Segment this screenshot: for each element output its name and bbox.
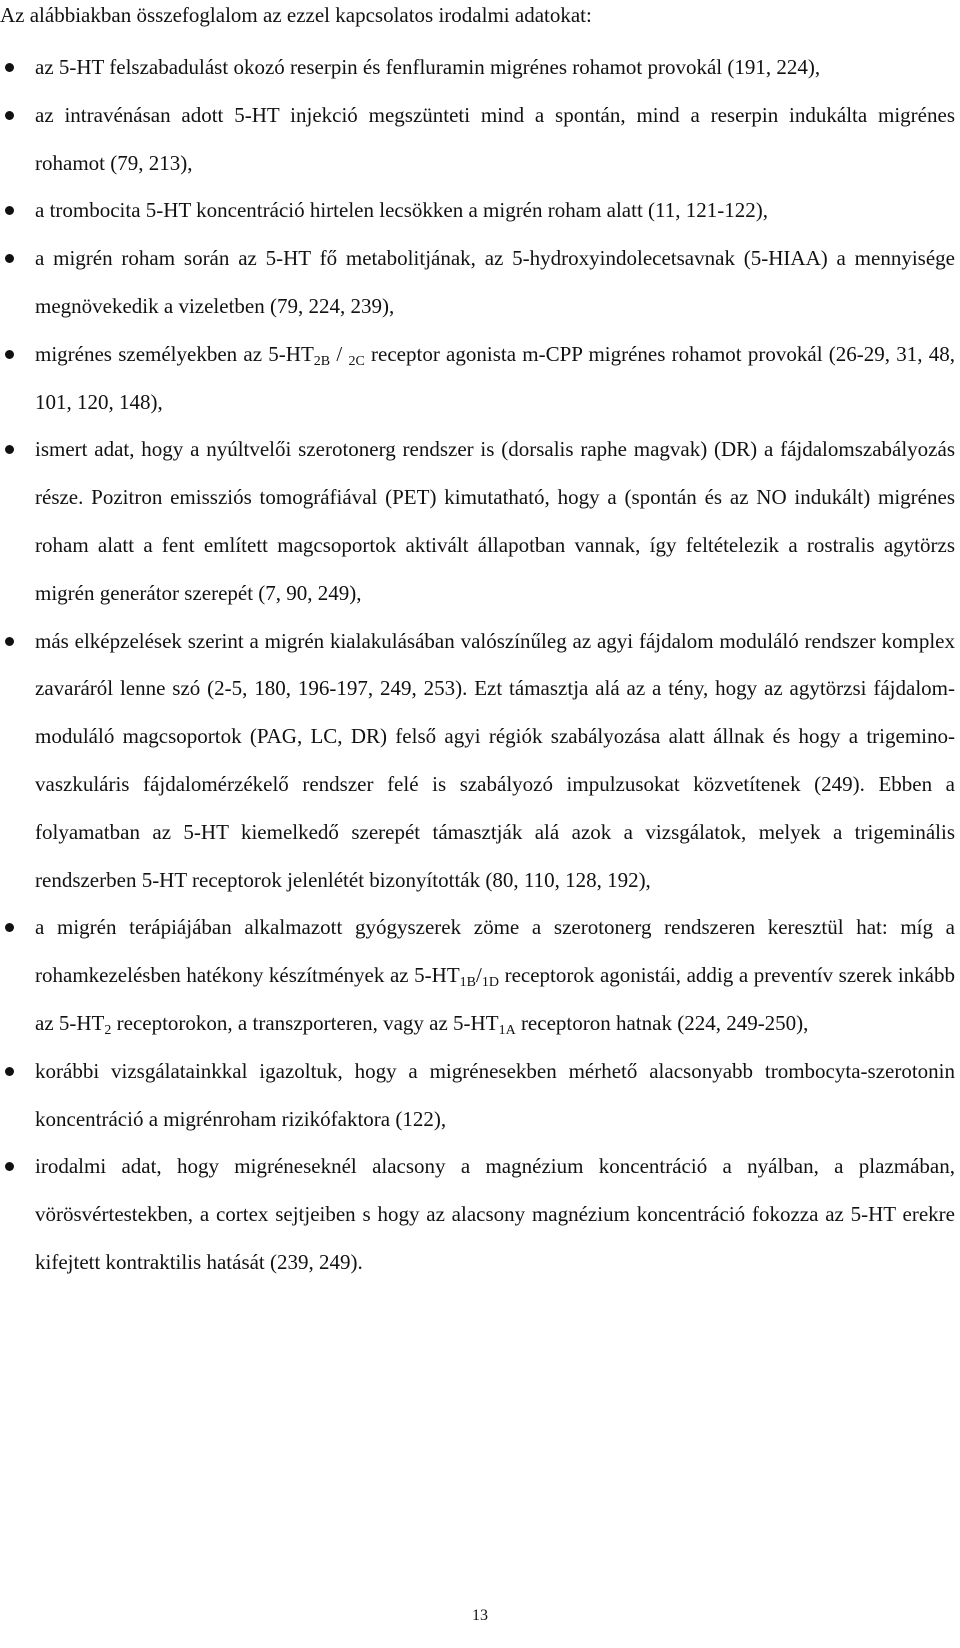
subscript: 1D: [481, 975, 499, 991]
item-text-before: migrénes személyekben az 5-HT: [35, 341, 314, 366]
bullet-icon: [5, 637, 14, 646]
item-text: ismert adat, hogy a nyúltvelői szerotonerg rendszer is (dorsalis raphe magvak) (DR) a fájdalomszabályozás része. Pozitron emissziós tomográfiával (PET) kimutatható, hogy a (spontán és az NO indukált) migrénes roham alatt a fent említett magcsoportok aktivált állapotban vannak, így feltételezik a rostralis agytörzs migrén generátor szerepét (7, 90, 249),: [35, 437, 955, 605]
item-text: a trombocita 5-HT koncentráció hirtelen lecsökken a migrén roham alatt (11, 121-122),: [35, 198, 769, 223]
item-text-part2: receptorok agonistái, addig a preventív szerek inkább az 5-HT: [35, 963, 955, 1035]
item-text: irodalmi adat, hogy migréneseknél alacsony a magnézium koncentráció a nyálban, a plazmában, vörösvértestekben, a cortex sejtjeiben s hogy az alacsony magnézium koncentráció fokozza az 5-HT erekre kifejtett kontraktilis hatását (239, 249).: [35, 1154, 955, 1274]
item-text: az 5-HT felszabadulást okozó reserpin és fenfluramin migrénes rohamot provokál (191, 224),: [35, 55, 821, 79]
bullet-icon: [5, 63, 14, 72]
subscript: 2C: [348, 353, 365, 369]
page-number: 13: [472, 1607, 488, 1624]
bullet-icon: [5, 254, 14, 263]
list-item: [0, 1143, 955, 1286]
item-text-mid: /: [330, 341, 349, 366]
item-text: más elképzelések szerint a migrén kialakulásában valószínűleg az agyi fájdalom moduláló rendszer komplex zavaráról lenne szó (2-5, 180, 196-197, 249, 253). Ezt támasztja alá az a tény, hogy az agytörzsi fájdalom-moduláló magcsoportok (PAG, LC, DR) felső agyi régiók szabályozása alatt állnak és hogy a trigemino-vaszkuláris fájdalomérzékelő rendszer felé is szabályozó impulzusokat közvetítenek (249). Ebben a folyamatban az 5-HT kiemelkedő szerepét támasztják alá azok a vizsgálatok, melyek a trigeminális rendszerben 5-HT receptorok jelenlétét bizonyították (80, 110, 128, 192),: [35, 628, 955, 892]
item-text: korábbi vizsgálatainkkal igazoltuk, hogy a migrénesekben mérhető alacsonyabb trombocyta-szerotonin koncentráció a migrénroham rizikófaktora (122),: [35, 1058, 955, 1131]
item-text-part4: receptoron hatnak (224, 249-250),: [515, 1010, 809, 1035]
bullet-icon: [5, 1067, 14, 1076]
subscript: 2: [104, 1022, 112, 1038]
item-text-slash: /: [476, 963, 482, 988]
bullet-list: [0, 44, 960, 1287]
item-text-after: receptor agonista m-CPP migrénes rohamot provokál (26-29, 31, 48, 101, 120, 148),: [35, 341, 955, 414]
item-text-part1: a migrén terápiájában alkalmazott gyógyszerek zöme a szerotonerg rendszeren keresztül hat: míg a rohamkezelésben hatékony készítmények az 5-HT: [35, 915, 955, 988]
list-item: [0, 1048, 955, 1144]
list-item: [0, 44, 955, 92]
list-item: [0, 331, 955, 427]
list-item: [0, 92, 955, 188]
bullet-icon: [5, 111, 14, 120]
subscript: 1B: [459, 975, 477, 991]
list-item: [0, 618, 955, 905]
bullet-icon: [5, 350, 14, 359]
list-item: [0, 187, 955, 235]
list-item: [0, 426, 955, 617]
subscript: 2B: [313, 353, 331, 369]
list-item: [0, 235, 955, 331]
intro-paragraph: Az alábbiakban összefoglalom az ezzel kapcsolatos irodalmi adatokat:: [0, 3, 592, 27]
subscript: 1A: [498, 1022, 516, 1038]
bullet-icon: [5, 445, 14, 454]
bullet-icon: [5, 206, 14, 215]
item-text-part3: receptorokon, a transzporteren, vagy az 5-HT: [111, 1010, 499, 1035]
item-text: a migrén roham során az 5-HT fő metabolitjának, az 5-hydroxyindolecetsavnak (5-HIAA) a mennyisége megnövekedik a vizeletben (79, 224, 239),: [35, 246, 955, 318]
list-item: [0, 904, 955, 1047]
bullet-icon: [5, 923, 14, 932]
item-text: az intravénásan adott 5-HT injekció megszünteti mind a spontán, mind a reserpin indukálta migrénes rohamot (79, 213),: [35, 102, 955, 175]
bullet-icon: [5, 1162, 14, 1171]
